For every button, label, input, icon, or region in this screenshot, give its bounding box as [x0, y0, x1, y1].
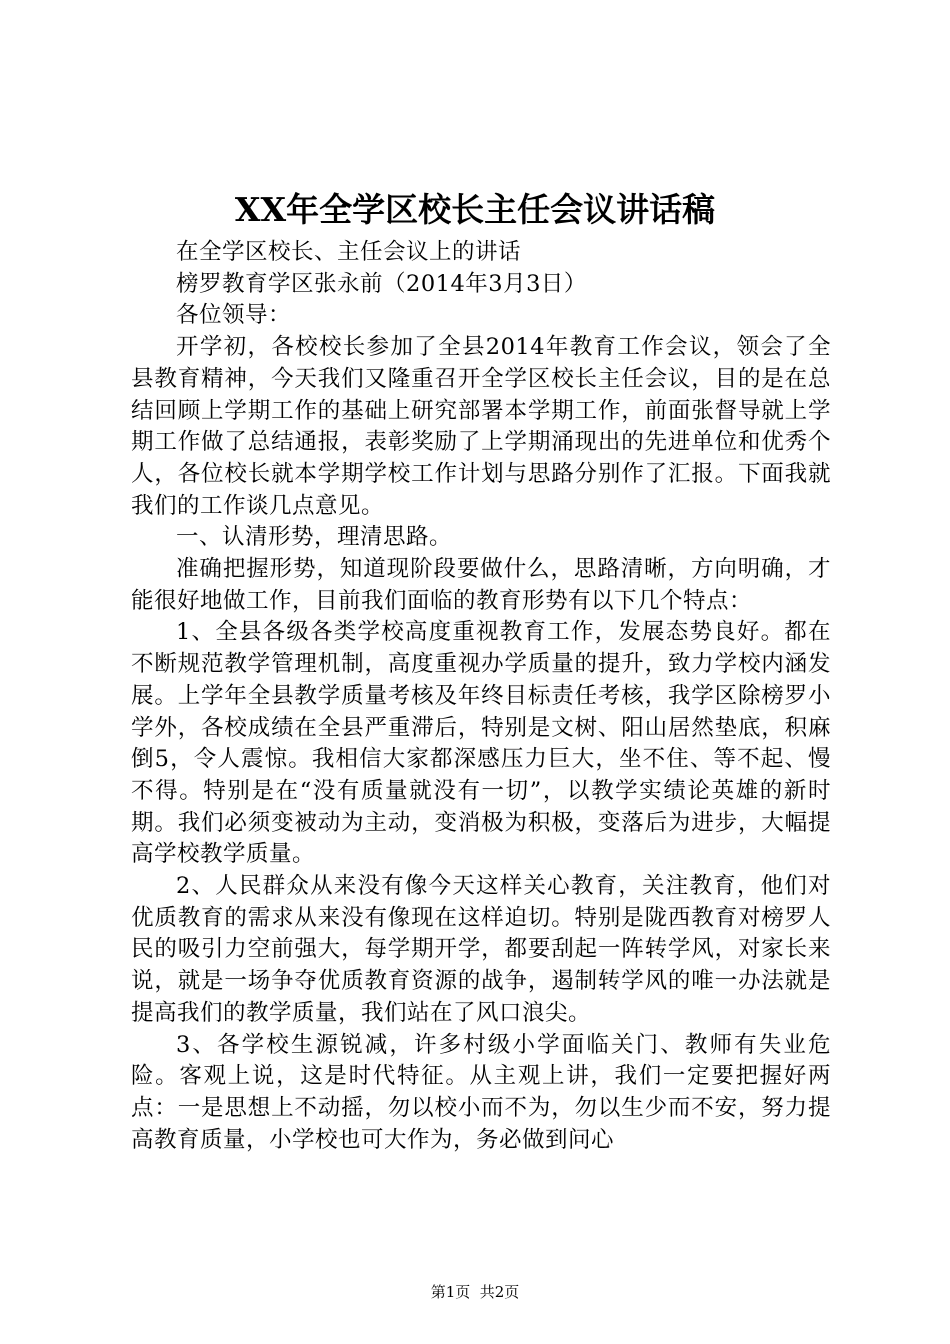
body-paragraph: 准确把握形势，知道现阶段要做什么，思路清晰，方向明确，才能很好地做工作，目前我们面临的教育形势有以下几个特点：: [131, 556, 831, 614]
speaker-line: 榜罗教育学区张永前（2014年3月3日）: [176, 270, 587, 297]
salutation: 各位领导：: [176, 302, 292, 329]
body-paragraph: 2、人民群众从来没有像今天这样关心教育，关注教育，他们对优质教育的需求从来没有像现在这样迫切。特别是陇西教育对榜罗人民的吸引力空前强大，每学期开学，都要刮起一阵转学风，对家长来说，就是一场争夺优质教育资源的战争，遏制转学风的唯一办法就是提高我们的教学质量，我们站在了风口浪尖。: [131, 873, 831, 1026]
body-paragraph: 1、全县各级各类学校高度重视教育工作，发展态势良好。都在不断规范教学管理机制，高度重视办学质量的提升，致力学校内涵发展。上学年全县教学质量考核及年终目标责任考核，我学区除榜罗小学外，各校成绩在全县严重滞后，特别是文树、阳山居然垫底，积麻倒5，令人震惊。我相信大家都深感压力巨大，坐不住、等不起、慢不得。特别是在“没有质量就没有一切”，以教学实绩论英雄的新时期。我们必须变被动为主动，变消极为积极，变落后为进步，大幅提高学校教学质量。: [131, 619, 831, 868]
body-paragraph: 3、各学校生源锐减，许多村级小学面临关门、教师有失业危险。客观上说，这是时代特征。从主观上讲，我们一定要把握好两点：一是思想上不动摇，勿以校小而不为，勿以生少而不安，努力提高教育质量，小学校也可大作为，务必做到问心: [131, 1031, 831, 1153]
document-title: XX年全学区校长主任会议讲话稿: [234, 190, 716, 229]
document-body: [131, 237, 831, 1156]
section-heading: 一、认清形势，理清思路。: [176, 524, 453, 551]
body-paragraph: 开学初，各校校长参加了全县2014年教育工作会议，领会了全县教育精神，今天我们又隆重召开全学区校长主任会议，目的是在总结回顾上学期工作的基础上研究部署本学期工作，前面张督导就上学期工作做了总结通报，表彰奖励了上学期涌现出的先进单位和优秀个人，各位校长就本学期学校工作计划与思路分别作了汇报。下面我就我们的工作谈几点意见。: [131, 334, 831, 519]
speech-subtitle: 在全学区校长、主任会议上的讲话: [176, 239, 522, 265]
page-number-footer: 第1页 共2页: [430, 1283, 520, 1301]
